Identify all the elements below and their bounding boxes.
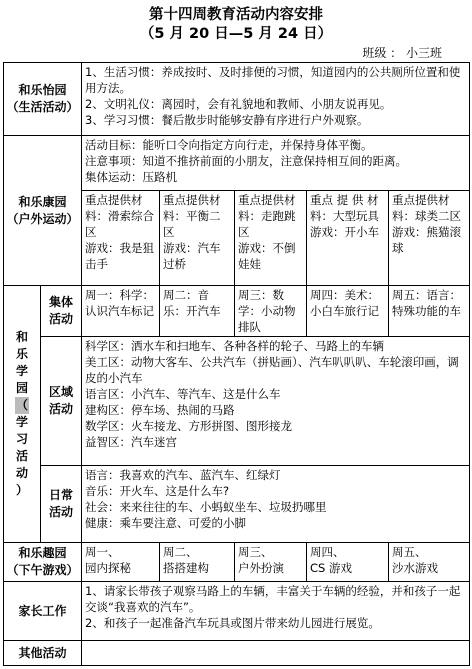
- area-item: 建构区：停车场、热闹的马路: [85, 403, 235, 417]
- group-activity-label: 集体活动: [41, 286, 82, 337]
- daily-item: 音乐：开火车、这是什么车?: [85, 484, 230, 498]
- area-material: 重点提供材料：球类二区: [392, 193, 462, 223]
- area-activity-content: [82, 337, 470, 466]
- afternoon-day: [160, 543, 235, 582]
- schedule-table: [3, 62, 470, 666]
- afternoon-day: [82, 543, 160, 582]
- area-material: 重点提供材料：滑索综合区: [85, 193, 155, 239]
- outdoor-area: [235, 191, 307, 286]
- area-item: 数学区：火车接龙、方形拼图、图形接龙: [85, 419, 293, 433]
- group-day: 周一：科学：认识汽车标记: [82, 286, 160, 337]
- life-item: 1、生活习惯：养成按时、及时排便的习惯，知道园内的公共厕所位置和使用方法。: [85, 65, 461, 95]
- outdoor-label-line1: 和乐康园: [18, 194, 67, 209]
- area-material: 重点提供材料：平衡二区: [163, 193, 221, 239]
- life-content: [82, 63, 470, 136]
- area-game: 游戏：不倒娃娃: [238, 241, 296, 271]
- afternoon-day: [307, 543, 389, 582]
- area-material: 重点 提 供 材料：大型玩具: [310, 193, 380, 223]
- afternoon-day-game: 园内探秘: [85, 561, 132, 575]
- outdoor-note: 注意事项：知道不推挤前面的小朋友，注意保持相互间的距离。: [85, 154, 408, 168]
- group-day: 周四：美术：小白车旅行记: [307, 286, 389, 337]
- area-item: 科学区：洒水车和扫地车、各种各样的轮子、马路上的车辆: [85, 339, 385, 353]
- life-row: [4, 63, 470, 136]
- outdoor-info: [82, 136, 470, 191]
- afternoon-day-game: 搭搭建构: [163, 561, 210, 575]
- outdoor-area: [82, 191, 160, 286]
- date-range: （5 月 20 日—5 月 24 日）: [139, 26, 333, 42]
- learning-area-row: [4, 337, 470, 466]
- afternoon-day: [389, 543, 470, 582]
- outdoor-area: [389, 191, 470, 286]
- area-item: 语言区：小汽车、等汽车、这是什么车: [85, 387, 281, 401]
- afternoon-day-game: CS 游戏: [310, 561, 353, 575]
- life-label-line1: 和乐怡园: [18, 83, 67, 97]
- other-content: [82, 641, 470, 666]
- group-day: 周五：语言：特殊功能的车: [389, 286, 470, 337]
- afternoon-day-game: 户外扮演: [238, 561, 285, 575]
- parents-row: [4, 582, 470, 641]
- area-item: 益智区：汽车迷宫: [85, 435, 178, 449]
- area-game: 游戏：开小车: [310, 225, 380, 239]
- group-day: 周二：音乐：开汽车: [160, 286, 235, 337]
- afternoon-day-name: 周一、: [85, 545, 120, 559]
- class-label: 班级 ： 小三班: [362, 46, 442, 60]
- outdoor-group: 集体运动：压路机: [85, 170, 178, 184]
- afternoon-day-name: 周三、: [238, 545, 273, 559]
- afternoon-day-game: 沙水游戏: [392, 561, 439, 575]
- afternoon-row: [4, 543, 470, 582]
- outdoor-area: [160, 191, 235, 286]
- daily-item: 社会：来来往往的车、小蚂蚁坐车、垃圾扔哪里: [85, 500, 327, 514]
- afternoon-label-line1: 和乐趣园: [18, 546, 67, 560]
- area-game: 游戏：熊猫滚球: [392, 225, 462, 255]
- other-row: [4, 641, 470, 666]
- afternoon-day-name: 周五、: [392, 545, 427, 559]
- area-game: 游戏：汽车过桥: [163, 241, 221, 271]
- parents-item: 2、和孩子一起准备汽车玩具或图片带来幼儿园进行展览。: [85, 616, 380, 630]
- life-item: 3、学习习惯：餐后散步时能够安静有序进行户外观察。: [85, 113, 369, 127]
- area-game: 游戏：我是狙击手: [85, 241, 155, 271]
- area-material: 重点提供材料：走跑跳区: [238, 193, 296, 239]
- area-item: 美工区：动物大客车、公共汽车（拼贴画）、汽车叭叭叭、车轮滚印画，调皮的小汽车: [85, 355, 459, 385]
- afternoon-day: [235, 543, 307, 582]
- outdoor-label-line2: （户外运动）: [6, 211, 79, 226]
- outdoor-goal: 活动目标：能听口令向指定方向行走，并保持身体平衡。: [85, 138, 373, 152]
- learning-group-row: [4, 286, 470, 337]
- parents-item: 1、请家长带孩子观察马路上的车辆，丰富关于车辆的经验，并和孩子一起交谈“我喜欢的汽车”。: [85, 584, 461, 614]
- afternoon-day-name: 周四、: [310, 545, 345, 559]
- daily-item: 语言：我喜欢的汽车、蓝汽车、红绿灯: [85, 468, 281, 482]
- parents-label: 家长工作: [4, 582, 82, 641]
- learning-daily-row: [4, 466, 470, 543]
- daily-item: 健康：乘车要注意、可爱的小脚: [85, 516, 247, 530]
- outdoor-area: [307, 191, 389, 286]
- page-title: 第十四周教育活动内容安排: [149, 7, 323, 23]
- daily-activity-label: 日常活动: [41, 466, 82, 543]
- outdoor-label: [4, 136, 82, 286]
- life-item: 2、文明礼仪：离园时，会有礼貌地和教师、小朋友说再见。: [85, 97, 392, 111]
- afternoon-label-line2: （下午游戏）: [6, 563, 79, 577]
- afternoon-day-name: 周二、: [163, 545, 198, 559]
- parents-content: [82, 582, 470, 641]
- area-activity-label: 区域活动: [41, 337, 82, 466]
- life-label-line2: （生活活动）: [6, 100, 79, 114]
- learning-label: [4, 286, 41, 543]
- life-label: [4, 63, 82, 136]
- other-label: 其他活动: [4, 641, 82, 666]
- learning-label-text: 和 乐 学 园 （ 学 习 活 动 ）: [15, 330, 28, 497]
- group-day: 周三：数学：小动物排队: [235, 286, 307, 337]
- outdoor-row: [4, 136, 470, 191]
- afternoon-label: [4, 543, 82, 582]
- daily-activity-content: [82, 466, 470, 543]
